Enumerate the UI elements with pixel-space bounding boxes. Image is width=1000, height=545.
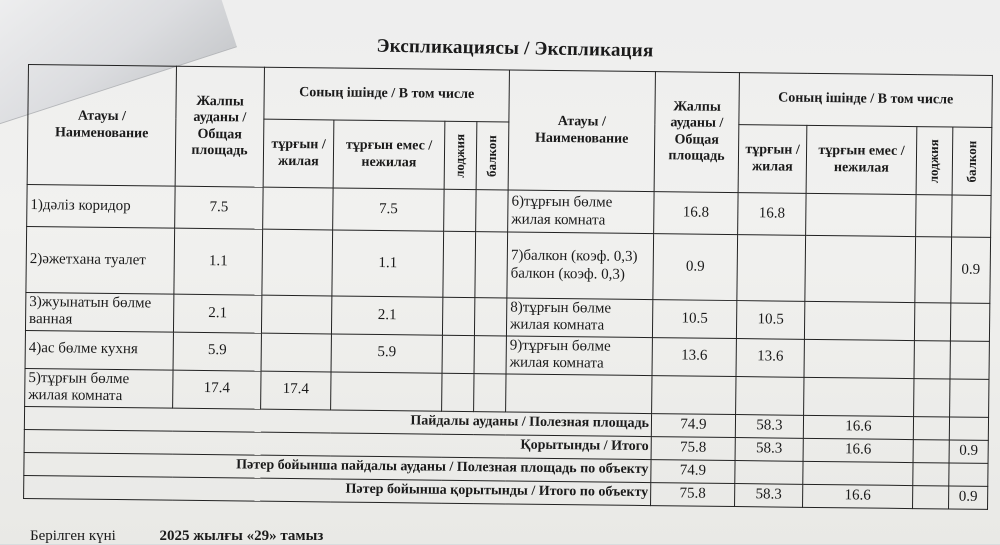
- summary-living-cell: 58.3: [735, 414, 803, 438]
- left-balcony-cell: [474, 335, 506, 373]
- summary-total-cell: 75.8: [651, 436, 735, 460]
- left-living-cell: [261, 333, 331, 372]
- header-living-right: тұрғын / жилая: [738, 125, 807, 194]
- right-name-cell: 6)тұрғын бөлме жилая комната: [508, 190, 654, 234]
- left-name-cell: 4)ас бөлме кухня: [25, 330, 173, 370]
- right-total-cell: 16.8: [654, 192, 738, 235]
- header-loggia-right: [916, 127, 953, 195]
- right-total-cell: [652, 375, 736, 414]
- header-balcony-right: [952, 127, 992, 195]
- summary-loggia-cell: [913, 485, 949, 508]
- right-non-living-cell: [804, 301, 914, 340]
- summary-label: Пайдалы ауданы / Полезная площадь: [24, 406, 651, 436]
- header-of-which-left: Соның ішінде / В том числе: [264, 67, 510, 122]
- right-loggia-cell: [914, 378, 950, 416]
- left-living-cell: [263, 187, 333, 230]
- right-living-cell: 10.5: [736, 301, 804, 339]
- right-living-cell: 13.6: [736, 338, 804, 377]
- summary-living-cell: 58.3: [735, 483, 803, 507]
- left-total-cell: 5.9: [173, 332, 261, 371]
- page-title: Экспликациясы / Экспликация: [376, 35, 654, 62]
- header-name-left: Атауы / Наименование: [27, 65, 176, 187]
- right-balcony-cell: 0.9: [951, 237, 991, 303]
- issued-date-value: 2025 жылғы «29» тамыз: [159, 528, 324, 544]
- summary-non-living-cell: 16.6: [803, 438, 913, 462]
- left-living-cell: [261, 295, 331, 333]
- header-total-right: Жалпы ауданы / Общая площадь: [654, 72, 739, 193]
- summary-balcony-cell: [949, 416, 988, 439]
- right-loggia-cell: [914, 340, 950, 378]
- right-non-living-cell: [804, 339, 914, 378]
- left-loggia-cell: [442, 373, 474, 411]
- right-living-cell: 16.8: [738, 193, 806, 236]
- left-living-cell: [262, 229, 333, 296]
- header-loggia-left: [444, 121, 477, 189]
- right-name-cell: 7)балкон (коэф. 0,3) балкон (коэф. 0,3): [507, 232, 654, 300]
- right-balcony-cell: [950, 303, 989, 341]
- header-loggia-left-text: лоджия: [451, 133, 468, 178]
- left-non-living-cell: 7.5: [333, 188, 444, 231]
- right-balcony-cell: [950, 378, 989, 416]
- left-balcony-cell: [476, 190, 508, 232]
- left-name-cell: 1)дәліз коридор: [27, 184, 175, 228]
- left-total-cell: 7.5: [175, 186, 263, 229]
- summary-label: Пәтер бойынша пайдалы ауданы / Полезная площадь по объекту: [24, 452, 651, 482]
- header-balcony-right-text: балкон: [963, 140, 979, 183]
- left-loggia-cell: [444, 189, 476, 231]
- explication-table: [23, 64, 993, 509]
- left-name-cell: 5)тұрғын бөлме жилая комната: [25, 368, 173, 408]
- summary-living-cell: [735, 460, 803, 484]
- right-non-living-cell: [805, 235, 916, 302]
- header-loggia-right-text: лоджия: [925, 138, 942, 183]
- left-name-cell: 3)жуынатын бөлме ванная: [25, 292, 173, 331]
- left-non-living-cell: [331, 371, 442, 410]
- left-total-cell: 2.1: [173, 294, 261, 332]
- left-name-cell: 2)әжетхана туалет: [26, 226, 175, 294]
- summary-total-cell: 75.8: [651, 482, 735, 506]
- summary-non-living-cell: [803, 461, 913, 485]
- left-non-living-cell: 2.1: [331, 296, 442, 335]
- right-total-cell: 13.6: [652, 337, 736, 376]
- table-body: [25, 184, 991, 416]
- right-name-cell: [506, 373, 652, 413]
- header-of-which-right: Соның ішінде / В том числе: [739, 73, 993, 128]
- summary-living-cell: 58.3: [735, 437, 803, 461]
- header-balcony-left-text: балкон: [483, 134, 500, 177]
- right-loggia-cell: [915, 237, 952, 303]
- right-living-cell: [737, 235, 806, 302]
- summary-body: [24, 406, 989, 509]
- right-living-cell: [736, 376, 804, 415]
- right-loggia-cell: [914, 303, 950, 341]
- summary-label: Қорытынды / Итого: [24, 429, 651, 459]
- summary-balcony-cell: 0.9: [949, 485, 988, 508]
- left-living-cell: 17.4: [261, 371, 331, 410]
- summary-balcony-cell: 0.9: [949, 439, 988, 462]
- right-loggia-cell: [916, 195, 952, 237]
- summary-total-cell: 74.9: [651, 459, 735, 483]
- right-balcony-cell: [950, 340, 989, 378]
- right-total-cell: 10.5: [652, 300, 736, 338]
- left-non-living-cell: 1.1: [332, 230, 444, 297]
- left-total-cell: 1.1: [174, 228, 263, 295]
- summary-non-living-cell: 16.6: [803, 415, 913, 439]
- summary-balcony-cell: [949, 462, 988, 485]
- right-name-cell: 8)тұрғын бөлме жилая комната: [506, 298, 652, 337]
- summary-loggia-cell: [913, 439, 949, 462]
- left-balcony-cell: [474, 373, 506, 411]
- header-balcony-left: [476, 122, 509, 190]
- left-balcony-cell: [474, 298, 506, 336]
- left-loggia-cell: [442, 335, 474, 373]
- header-nonliving-left: тұрғын емес / нежилая: [333, 120, 445, 189]
- footer: [30, 528, 323, 545]
- header-nonliving-right: тұрғын емес / нежилая: [806, 125, 917, 194]
- header-living-left: тұрғын / жилая: [263, 119, 334, 188]
- left-loggia-cell: [442, 297, 474, 335]
- header-name-right: Атауы / Наименование: [508, 70, 655, 192]
- summary-loggia-cell: [913, 462, 949, 485]
- summary-total-cell: 74.9: [651, 413, 735, 437]
- summary-label: Пәтер бойынша қорытынды / Итого по объекту: [24, 475, 651, 505]
- summary-loggia-cell: [913, 416, 949, 439]
- left-loggia-cell: [443, 231, 476, 297]
- left-non-living-cell: 5.9: [331, 333, 442, 372]
- right-non-living-cell: [804, 377, 914, 416]
- right-non-living-cell: [806, 193, 916, 236]
- header-total-left: Жалпы ауданы / Общая площадь: [175, 66, 264, 187]
- right-total-cell: 0.9: [653, 234, 738, 301]
- explication-table-wrap: [23, 64, 993, 509]
- right-balcony-cell: [952, 195, 991, 237]
- left-balcony-cell: [475, 232, 508, 298]
- right-name-cell: 9)тұрғын бөлме жилая комната: [506, 335, 652, 375]
- summary-non-living-cell: 16.6: [803, 484, 913, 508]
- issued-date-label: Берілген күні: [30, 528, 116, 544]
- table-row: [26, 226, 991, 303]
- left-total-cell: 17.4: [173, 370, 261, 409]
